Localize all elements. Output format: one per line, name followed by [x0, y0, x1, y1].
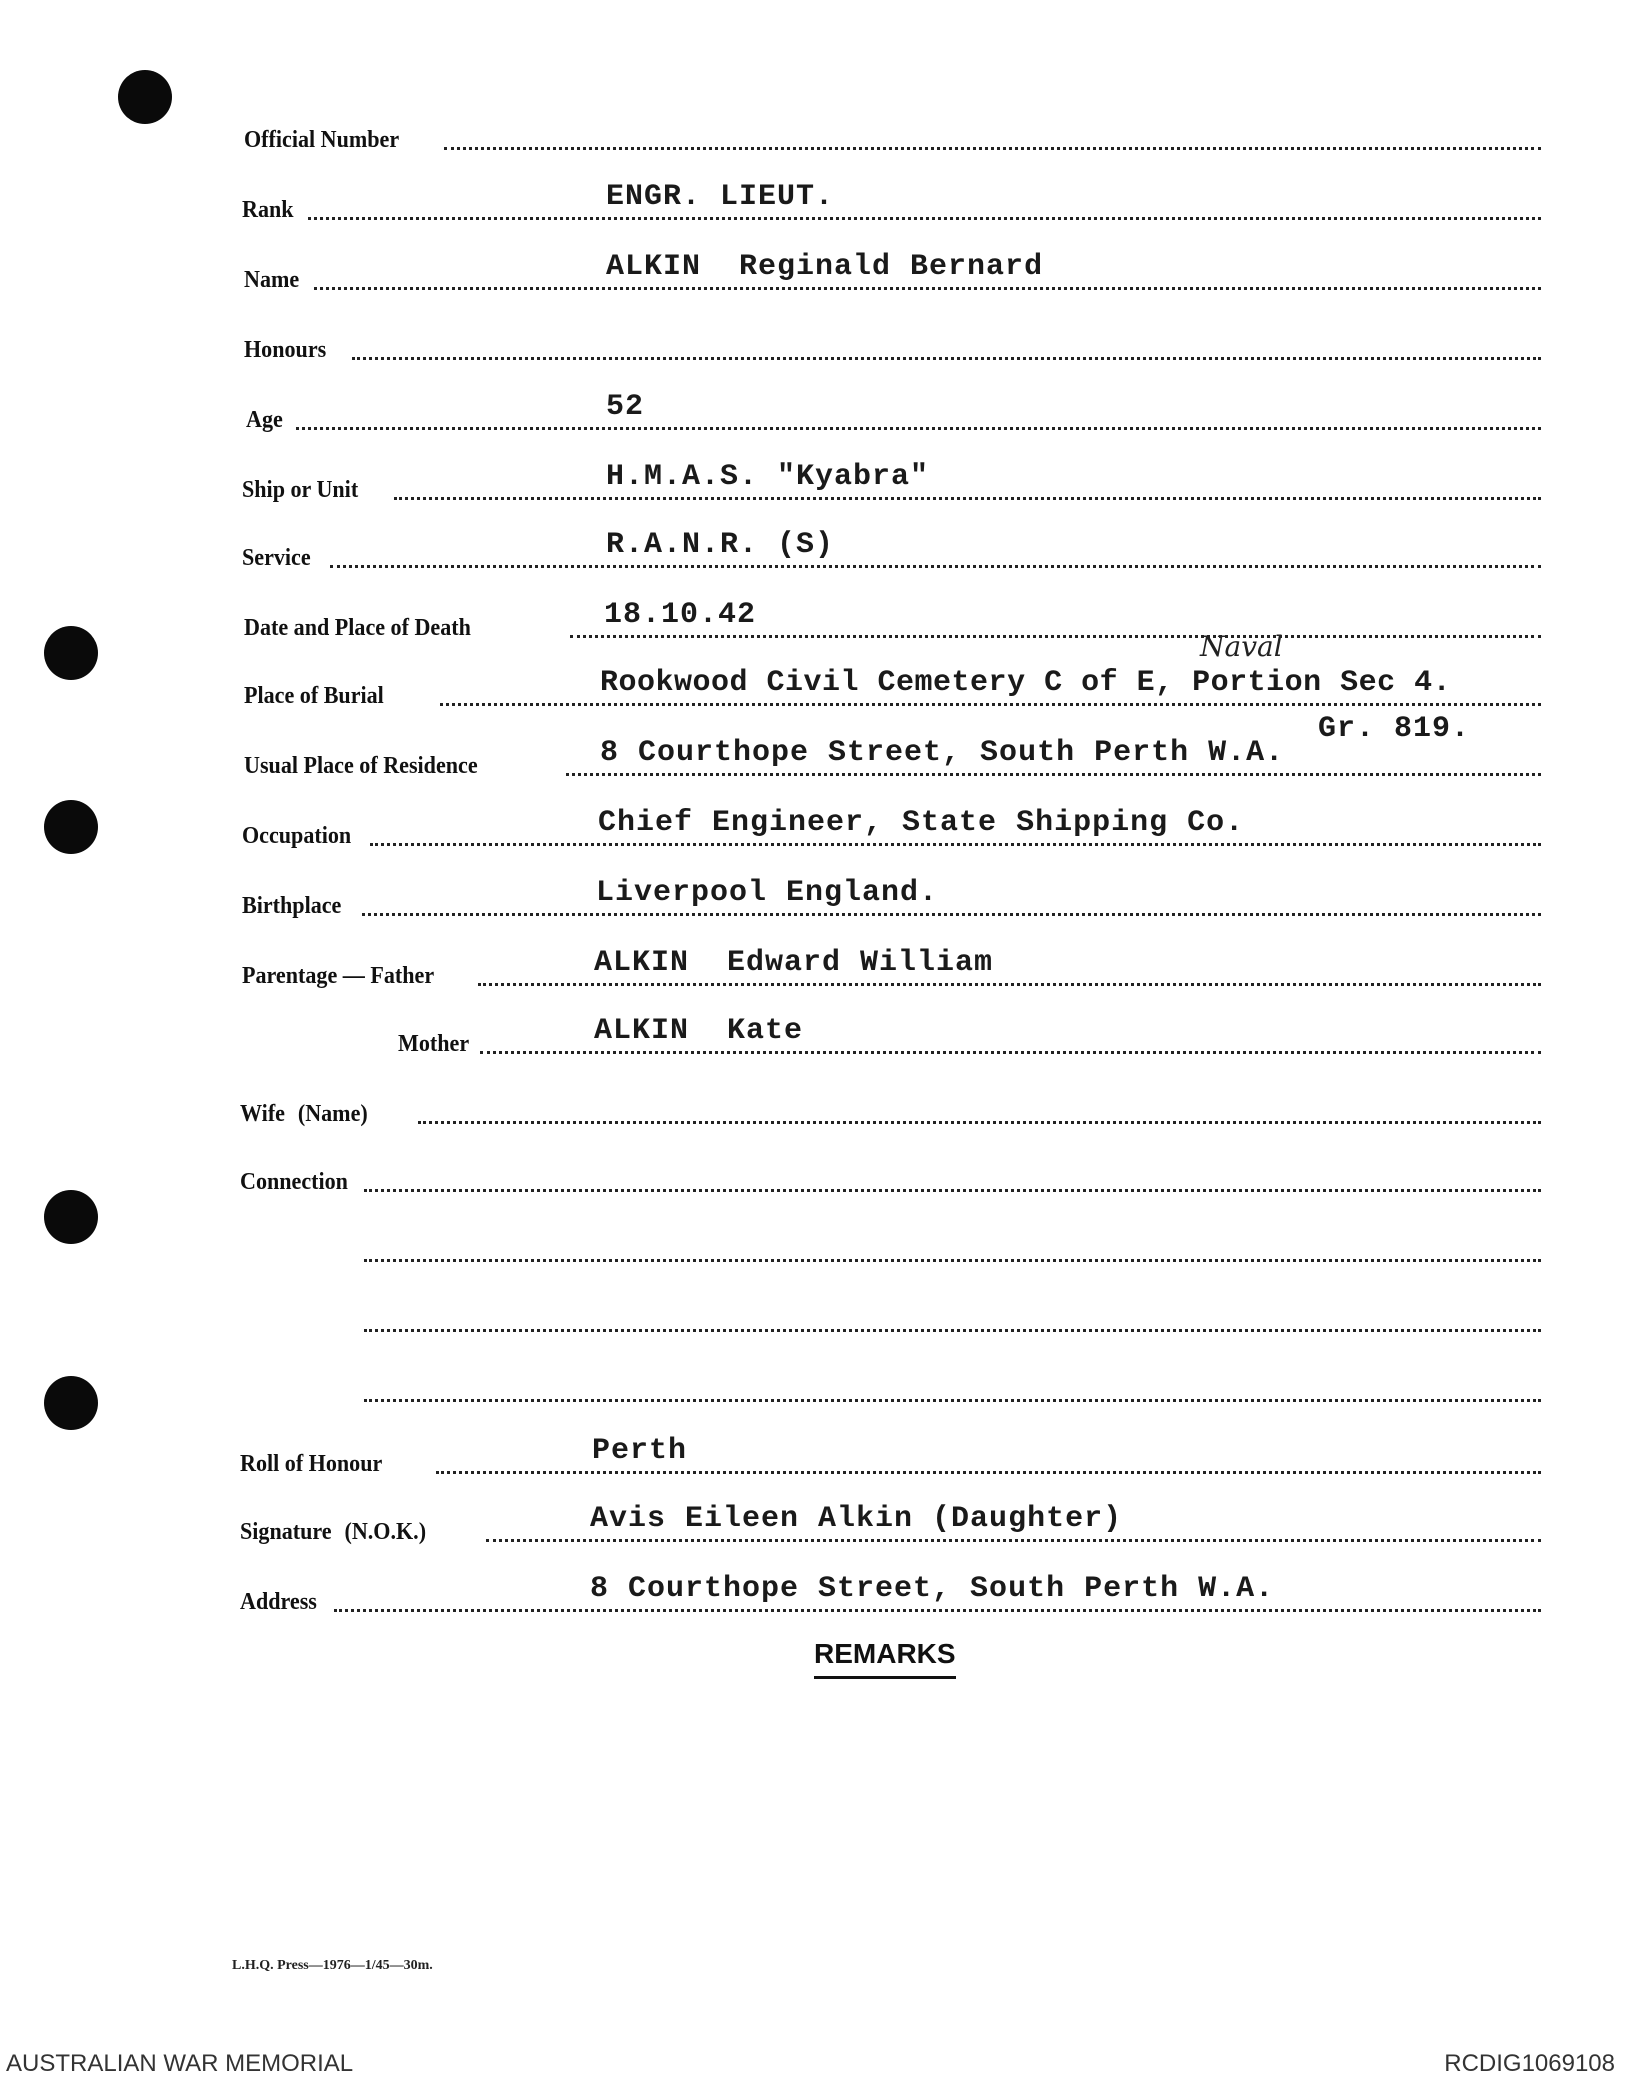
field-label: Age [246, 407, 283, 433]
dotted-line [440, 703, 1541, 706]
field-value: 8 Courthope Street, South Perth W.A. [590, 1572, 1275, 1606]
footer-record-id: RCDIG1069108 [1444, 2050, 1615, 2077]
field-label: Honours [244, 337, 327, 363]
field-name [0, 240, 1629, 300]
dotted-line [362, 913, 1541, 916]
field-label: Connection [240, 1169, 348, 1195]
field-roll-of-honour [0, 1424, 1629, 1484]
field-label: Mother [398, 1031, 470, 1057]
field-value: Perth [592, 1434, 688, 1468]
field-value: 18.10.42 [604, 598, 757, 632]
field-value: H.M.A.S. "Kyabra" [606, 460, 930, 494]
field-residence [0, 726, 1629, 786]
field-age [0, 380, 1629, 440]
field-value: 8 Courthope Street, South Perth W.A. [600, 736, 1285, 770]
dotted-line [394, 497, 1541, 500]
field-label: Signature (N.O.K.) [240, 1519, 427, 1545]
field-signature [0, 1492, 1629, 1552]
field-label: Wife (Name) [240, 1101, 368, 1127]
blank-line [0, 1212, 1629, 1272]
dotted-line [444, 147, 1541, 150]
field-official-number [0, 100, 1629, 160]
dotted-line [418, 1121, 1541, 1124]
printer-imprint: L.H.Q. Press—1976—1/45—30m. [232, 1958, 433, 1973]
field-value: Liverpool England. [596, 876, 939, 910]
blank-line [0, 1282, 1629, 1342]
dotted-line [364, 1399, 1541, 1402]
field-service [0, 518, 1629, 578]
field-mother [0, 1004, 1629, 1064]
field-label: Address [240, 1589, 317, 1615]
dotted-line [308, 217, 1541, 220]
field-label: Place of Burial [244, 683, 384, 709]
field-rank [0, 170, 1629, 230]
field-wife [0, 1074, 1629, 1134]
dotted-line [352, 357, 1541, 360]
field-label: Date and Place of Death [244, 615, 471, 641]
field-value: ALKIN Edward William [594, 946, 994, 980]
field-label: Usual Place of Residence [244, 753, 478, 779]
field-value: Chief Engineer, State Shipping Co. [598, 806, 1245, 840]
field-label: Name [244, 267, 300, 293]
field-label: Parentage — Father [242, 963, 435, 989]
field-ship-or-unit [0, 450, 1629, 510]
dotted-line [570, 635, 1541, 638]
field-label: Occupation [242, 823, 352, 849]
field-label: Rank [242, 197, 294, 223]
field-label: Roll of Honour [240, 1451, 383, 1477]
field-value: ENGR. LIEUT. [606, 180, 835, 214]
burial-grave-number: Gr. 819. [1318, 712, 1471, 746]
field-address [0, 1562, 1629, 1622]
dotted-line [478, 983, 1541, 986]
footer-institution: AUSTRALIAN WAR MEMORIAL [6, 2050, 354, 2077]
field-occupation [0, 796, 1629, 856]
field-label: Birthplace [242, 893, 342, 919]
dotted-line [296, 427, 1541, 430]
field-place-of-burial [0, 656, 1629, 716]
dotted-line [486, 1539, 1541, 1542]
field-label: Official Number [244, 127, 400, 153]
handwritten-annotation: Naval [1200, 630, 1283, 663]
field-value: R.A.N.R. (S) [606, 528, 835, 562]
dotted-line [314, 287, 1541, 290]
field-value: ALKIN Reginald Bernard [606, 250, 1044, 284]
field-connection [0, 1142, 1629, 1202]
dotted-line [364, 1259, 1541, 1262]
dotted-line [364, 1189, 1541, 1192]
dotted-line [480, 1051, 1541, 1054]
field-value: 52 [606, 390, 645, 424]
field-date-place-of-death [0, 588, 1629, 648]
dotted-line [330, 565, 1541, 568]
dotted-line [364, 1329, 1541, 1332]
dotted-line [334, 1609, 1541, 1612]
field-value: Avis Eileen Alkin (Daughter) [590, 1502, 1123, 1536]
field-honours [0, 310, 1629, 370]
dotted-line [436, 1471, 1541, 1474]
field-label: Ship or Unit [242, 477, 359, 503]
field-value: ALKIN Kate [594, 1014, 804, 1048]
dotted-line [370, 843, 1541, 846]
blank-line [0, 1352, 1629, 1412]
field-birthplace [0, 866, 1629, 926]
field-label: Service [242, 545, 311, 571]
remarks-heading: REMARKS [814, 1638, 956, 1679]
field-value: Rookwood Civil Cemetery C of E, Portion Sec 4. [600, 666, 1452, 700]
field-father [0, 936, 1629, 996]
dotted-line [566, 773, 1541, 776]
